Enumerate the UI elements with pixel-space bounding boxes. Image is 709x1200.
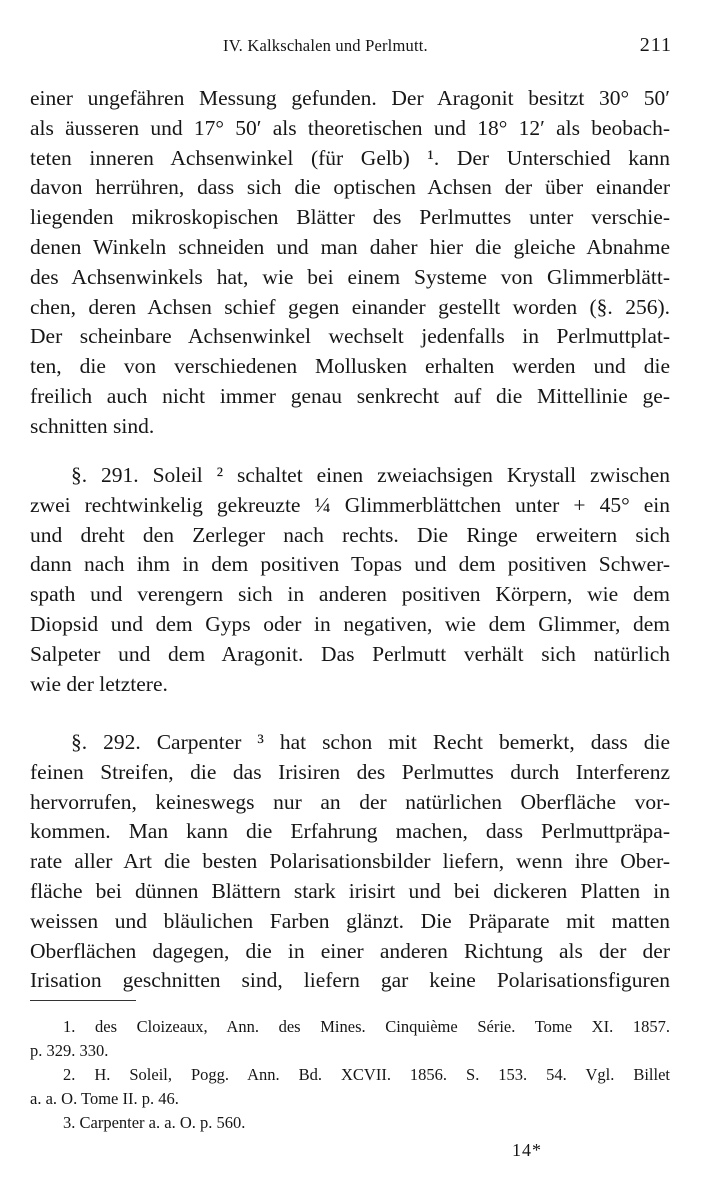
paragraph-292	[30, 728, 670, 996]
footnotes	[30, 1015, 670, 1135]
section-heading-line: §. 291. Soleil ² schaltet einen zweiachsigen Krystall zwischen	[71, 463, 670, 487]
section-heading-line: §. 292. Carpenter ³ hat schon mit Recht bemerkt, dass die	[71, 730, 670, 754]
text-line: wie der letztere.	[30, 671, 168, 696]
text-line: teten inneren Achsenwinkel (für Gelb) ¹. Der Unterschied kann	[30, 145, 670, 170]
footnote-3: 3. Carpenter a. a. O. p. 560.	[63, 1113, 246, 1132]
text-line: fläche bei dünnen Blättern stark irisirt und bei dickeren Platten in	[30, 878, 670, 903]
text-line: als äusseren und 17° 50′ als theoretischen und 18° 12′ als beobach-	[30, 115, 670, 140]
text-line: dann nach ihm in dem positiven Topas und dem positiven Schwer-	[30, 552, 670, 577]
text-line: Der scheinbare Achsenwinkel wechselt jedenfalls in Perlmuttplat-	[30, 324, 670, 349]
text-line: schnitten sind.	[30, 413, 155, 438]
text-line: weissen und bläulichen Farben glänzt. Die Präparate mit matten	[30, 908, 670, 933]
text-line: chen, deren Achsen schief gegen einander gestellt worden (§. 256).	[30, 294, 670, 319]
text-line: kommen. Man kann die Erfahrung machen, dass Perlmuttpräpa-	[30, 819, 670, 844]
page-number: 211	[639, 34, 672, 56]
text-line: spath und verengern sich in anderen positiven Körpern, wie dem	[30, 582, 670, 607]
text-line: freilich auch nicht immer genau senkrecht auf die Mittellinie ge-	[30, 383, 670, 408]
running-header	[30, 34, 670, 62]
running-title: IV. Kalkschalen und Perlmutt.	[223, 36, 428, 55]
footnote-2: 2. H. Soleil, Pogg. Ann. Bd. XCVII. 1856. S. 153. 54. Vgl. Billet	[63, 1065, 670, 1084]
paragraph-291	[30, 461, 670, 699]
signature-mark: 14*	[512, 1140, 542, 1160]
text-line: und dreht den Zerleger nach rechts. Die Ringe erweitern sich	[30, 522, 670, 547]
text-line: feinen Streifen, die das Irisiren des Perlmuttes durch Interferenz	[30, 759, 670, 784]
text-line: des Achsenwinkels hat, wie bei einem Systeme von Glimmerblätt-	[30, 264, 670, 289]
paragraph-1	[30, 84, 670, 442]
footnote-1-continuation: p. 329. 330.	[30, 1041, 109, 1060]
footnote-2-continuation: a. a. O. Tome II. p. 46.	[30, 1089, 179, 1108]
text-line: Irisation geschnitten sind, liefern gar keine Polarisationsfiguren	[30, 968, 670, 993]
footnote-1: 1. des Cloizeaux, Ann. des Mines. Cinquième Série. Tome XI. 1857.	[63, 1017, 670, 1036]
footnote-divider	[30, 1000, 136, 1001]
text-line: einer ungefähren Messung gefunden. Der Aragonit besitzt 30° 50′	[30, 86, 670, 110]
text-line: zwei rechtwinkelig gekreuzte ¼ Glimmerblättchen unter + 45° ein	[30, 492, 670, 517]
text-line: davon herrühren, dass sich die optischen Achsen der über einander	[30, 175, 670, 200]
text-line: rate aller Art die besten Polarisationsbilder liefern, wenn ihre Ober-	[30, 849, 670, 874]
text-line: ten, die von verschiedenen Mollusken erhalten werden und die	[30, 354, 670, 379]
text-line: Diopsid und dem Gyps oder in negativen, wie dem Glimmer, dem	[30, 611, 670, 636]
text-line: hervorrufen, keineswegs nur an der natürlichen Oberfläche vor-	[30, 789, 670, 814]
text-line: denen Winkeln schneiden und man daher hier die gleiche Abnahme	[30, 234, 670, 259]
text-line: Oberflächen dagegen, die in einer anderen Richtung als der der	[30, 938, 670, 963]
text-line: liegenden mikroskopischen Blätter des Perlmuttes unter verschie-	[30, 205, 670, 230]
text-line: Salpeter und dem Aragonit. Das Perlmutt verhält sich natürlich	[30, 641, 670, 666]
